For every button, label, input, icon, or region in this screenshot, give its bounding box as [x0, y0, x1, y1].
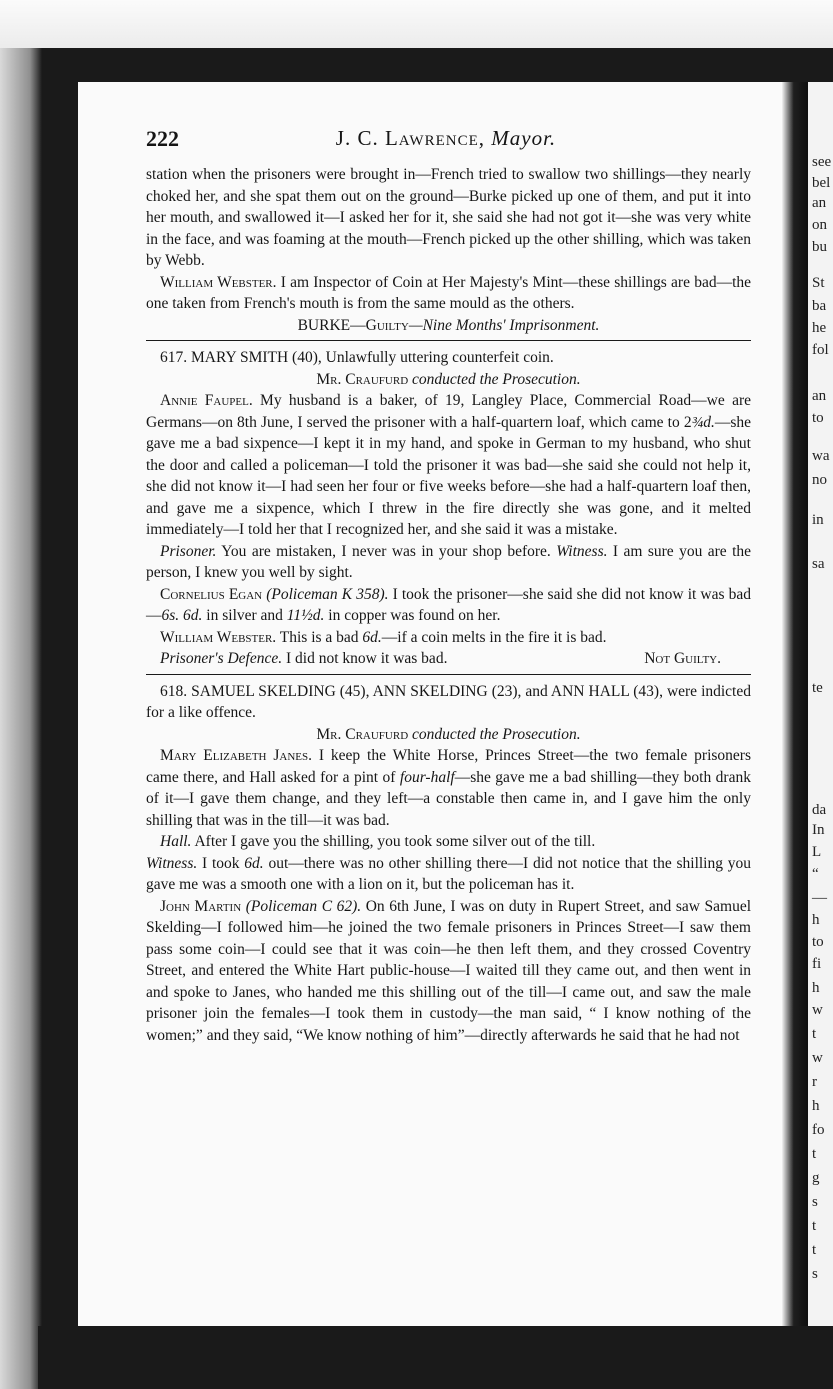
facing-page-fragment: in: [812, 512, 824, 528]
page-number: 222: [146, 126, 179, 151]
verdict-not-guilty: Not Guilty.: [644, 650, 721, 667]
running-head: [146, 126, 746, 151]
book-page: [78, 82, 782, 1326]
facing-page-fragment: sa: [812, 556, 825, 572]
testimony-text: This is a bad: [276, 628, 363, 646]
testimony-text: I am sure you are the person, I knew you well by sight.: [146, 542, 752, 581]
case617-defence: [146, 648, 751, 670]
page-header: [146, 126, 746, 154]
testimony-text: You are mistaken, I never was in your shop before.: [216, 542, 557, 560]
facing-page-fragment: t: [812, 1146, 817, 1162]
speaker-label: Hall.: [160, 833, 192, 850]
verdict-sentence: —Nine Months' Imprisonment.: [408, 316, 600, 334]
scan-top-margin: [0, 0, 833, 55]
facing-page-fragment: he: [812, 320, 827, 336]
case617-egan-testimony: [146, 584, 751, 627]
case617-webster-testimony: [146, 627, 751, 649]
verdict-guilty: Guilty: [365, 316, 409, 334]
testimony-text: After I gave you the shilling, you took some silver out of the till.: [191, 833, 596, 850]
facing-page-fragment: t: [812, 1026, 817, 1042]
amount: 6d.: [362, 628, 382, 646]
amount: 6d.: [244, 854, 264, 872]
facing-page-fragment: In: [812, 822, 825, 838]
facing-page-fragment: te: [812, 680, 823, 696]
scan-frame-top: [38, 48, 833, 82]
witness-name: William Webster.: [160, 628, 277, 646]
facing-page-fragment: ba: [812, 298, 827, 314]
testimony-text: I took: [197, 854, 245, 872]
witness-name: William Webster.: [160, 273, 277, 291]
witness-name: Cornelius Egan: [160, 585, 263, 603]
speaker-label: Witness.: [146, 854, 198, 872]
facing-page-fragment: t: [812, 1242, 817, 1258]
testimony-text: —she gave me a bad shilling—they both drank of it—I gave them change, and they left—a constable then came in, and I gave him the only shilling that was in the till—it was bad.: [146, 768, 751, 829]
witness-role: (Policeman C 62).: [241, 897, 362, 915]
testimony-text: in silver and: [202, 607, 287, 624]
facing-page-fragment: fol: [812, 342, 829, 358]
witness-name: Mary Elizabeth Janes.: [160, 747, 313, 764]
amount: 11½d.: [286, 607, 325, 624]
running-head-name: J. C. Lawrence,: [335, 126, 486, 150]
facing-page-fragment: no: [812, 472, 827, 488]
facing-page-fragment: h: [812, 980, 820, 996]
facing-page-fragment: da: [812, 802, 827, 818]
facing-page-fragment: an: [812, 195, 827, 211]
testimony-text: I did not know it was bad.: [282, 650, 448, 667]
scan-frame-bottom: [38, 1326, 833, 1389]
case618-hall-exchange: [146, 831, 751, 853]
page-body: [146, 164, 751, 1046]
case617-title: 617. MARY SMITH (40), Unlawfully uttering counterfeit coin.: [160, 349, 554, 366]
case618-janes-testimony: [146, 745, 751, 831]
amount: 6s. 6d.: [161, 607, 203, 624]
facing-page-fragment: on: [812, 217, 827, 233]
testimony-text: out—there was no other shilling there—I did not notice that the shilling you gave me was a smooth one with a lion on it, but the policeman has it.: [146, 854, 752, 893]
facing-page-fragment: to: [812, 934, 824, 950]
facing-page-fragment: w: [812, 1050, 823, 1066]
facing-page-fragment: h: [812, 912, 820, 928]
facing-page-fragment: an: [812, 388, 827, 404]
facing-page-fragment: wa: [812, 448, 830, 464]
testimony-text: I took the prisoner—she said she did not know it was bad—: [146, 585, 751, 624]
amount: ¾d.: [691, 413, 715, 431]
facing-page-fragment: r: [812, 1074, 817, 1090]
facing-page-fragment: to: [812, 410, 824, 426]
speaker-label: Prisoner.: [160, 542, 217, 560]
case-divider: [146, 340, 751, 341]
facing-page-fragment: see: [812, 154, 832, 170]
book-gutter: [782, 82, 808, 1326]
testimony-text: I keep the White Horse, Princes Street—the two female prisoners came there, and Hall asked for a pint of: [146, 747, 751, 786]
testimony-text: I am Inspector of Coin at Her Majesty's Mint—these shillings are bad—the one taken from French's mouth is from the same mould as the others.: [146, 273, 752, 312]
testimony-text: —if a coin melts in the fire it is bad.: [381, 628, 607, 646]
counsel-name: Mr. Craufurd: [316, 370, 409, 388]
running-head-title: Mayor.: [491, 126, 557, 150]
testimony-text: —she gave me a bad sixpence—I kept it in my hand, and spoke in German to my husband, who shut the door and called a policeman—I told the prisoner it was bad—she said she could not help it, she did not know it—I had seen her four or five weeks before—she had a half-quartern loaf then, and gave me a sixpence, which I threw in the fire directly she was gone, and it melted immediately—I told her that I recognized her, and she said it was a mistake.: [146, 413, 751, 538]
testimony-text: in copper was found on her.: [324, 607, 501, 624]
facing-page-fragment: s: [812, 1266, 818, 1282]
case616-verdict: [146, 315, 751, 337]
testimony-text: My husband is a baker, of 19, Langley Place, Commercial Road—we are Germans—on 8th June, I served the prisoner with a half-quartern loaf, which came to 2: [146, 392, 751, 431]
witness-name: Annie Faupel.: [160, 392, 253, 409]
facing-page-fragment: fo: [812, 1122, 825, 1138]
testimony-text: On 6th June, I was on duty in Rupert Street, and saw Samuel Skelding—I followed him—he joined the two female prisoners in Princes Street—I saw them pass some coin—I could see that it was coin—he then left them, and they crossed Coventry Street, and entered the White Hart public-house—I waited till they came out, and then went in and spoke to Janes, who handed me this shilling out of the till—I came out, and saw the male prisoner join the females—I took them in custody—the man said, “ I know nothing of the women;” and they said, “We know nothing of him”—directly afterwards he said that he had not: [146, 897, 752, 1044]
speaker-label: Witness.: [556, 542, 608, 560]
case617-faupel-testimony: [146, 390, 751, 541]
witness-role: (Policeman K 358).: [262, 585, 389, 603]
facing-page-fragment: St: [812, 275, 825, 291]
counsel-text: conducted the Prosecution.: [408, 725, 581, 743]
facing-page-fragment: t: [812, 1218, 817, 1234]
case-divider: [146, 674, 751, 675]
facing-page-fragment: w: [812, 1002, 823, 1018]
facing-page-fragment: bel: [812, 175, 831, 191]
case617-counsel: [146, 369, 751, 391]
facing-page-edge: [808, 82, 833, 1326]
facing-page-fragment: “: [812, 866, 819, 882]
facing-page-fragment: g: [812, 1170, 820, 1186]
scan-frame-left: [0, 48, 78, 1389]
speaker-label: Prisoner's Defence.: [160, 650, 283, 667]
facing-page-fragment: L: [812, 844, 822, 860]
counsel-text: conducted the Prosecution.: [408, 370, 581, 388]
counsel-name: Mr. Craufurd: [316, 725, 409, 743]
drink-name: four-half: [399, 768, 455, 786]
facing-page-fragment: s: [812, 1194, 818, 1210]
verdict-defendant: BURKE—: [297, 316, 366, 334]
facing-page-fragment: fi: [812, 956, 822, 972]
case618-title: 618. SAMUEL SKELDING (45), ANN SKELDING (23), and ANN HALL (43), were indicted for a like offence.: [146, 682, 751, 721]
case618-witness-reply: [146, 853, 751, 896]
witness-name: John Martin: [160, 897, 242, 915]
case618-martin-testimony: [146, 896, 751, 1047]
case617-prisoner-exchange: [146, 541, 751, 584]
facing-page-fragment: h: [812, 1098, 820, 1114]
case618-counsel: [146, 724, 751, 746]
case616-webster-testimony: [146, 272, 751, 315]
facing-page-fragment: bu: [812, 239, 827, 255]
facing-page-fragment: —: [812, 890, 827, 906]
case616-paragraph: station when the prisoners were brought in—French tried to swallow two shillings—they nearly choked her, and she spat them out on the ground—Burke picked up one of them, and put it into her mouth, and swallowed it—I asked her for it, she said she had not got it—she was very white in the face, and was foaming at the mouth—French picked up the other shilling, which was taken by Webb.: [146, 166, 751, 269]
